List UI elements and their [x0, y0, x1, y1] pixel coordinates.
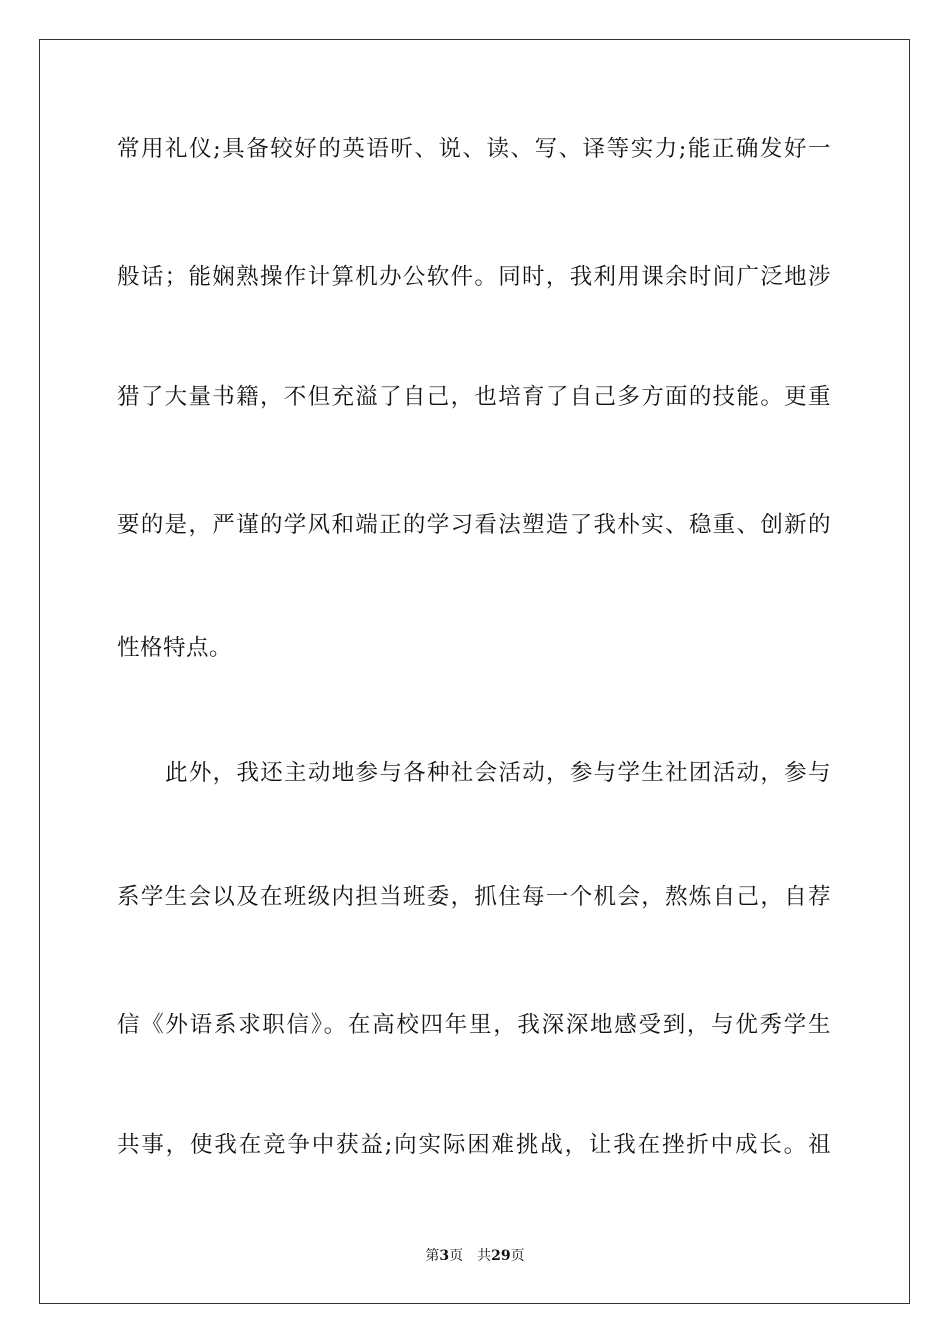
page-number: 3 [439, 1248, 450, 1264]
total-suffix: 页 [510, 1248, 525, 1264]
text-line: 共事，使我在竞争中获益;向实际困难挑战，让我在挫折中成长。祖 [117, 1132, 831, 1158]
total-prefix: 共 [477, 1248, 492, 1264]
page-suffix: 页 [449, 1248, 464, 1264]
text-line: 此外，我还主动地参与各种社会活动，参与学生社团活动，参与 [165, 760, 831, 786]
total-pages: 29 [491, 1248, 511, 1264]
page-border [39, 39, 910, 1304]
page-footer [0, 1246, 950, 1266]
text-line: 系学生会以及在班级内担当班委，抓住每一个机会，熬炼自己，自荐 [117, 884, 831, 910]
text-line: 般话；能娴熟操作计算机办公软件。同时，我利用课余时间广泛地涉 [117, 264, 831, 290]
text-line: 信《外语系求职信》。在高校四年里，我深深地感受到，与优秀学生 [117, 1012, 831, 1038]
page-prefix: 第 [425, 1248, 440, 1264]
text-line: 要的是，严谨的学风和端正的学习看法塑造了我朴实、稳重、创新的 [117, 512, 831, 538]
text-line: 性格特点。 [117, 635, 233, 661]
text-line: 猎了大量书籍，不但充溢了自己，也培育了自己多方面的技能。更重 [117, 384, 831, 410]
text-line: 常用礼仪;具备较好的英语听、说、读、写、译等实力;能正确发好一 [117, 136, 831, 162]
